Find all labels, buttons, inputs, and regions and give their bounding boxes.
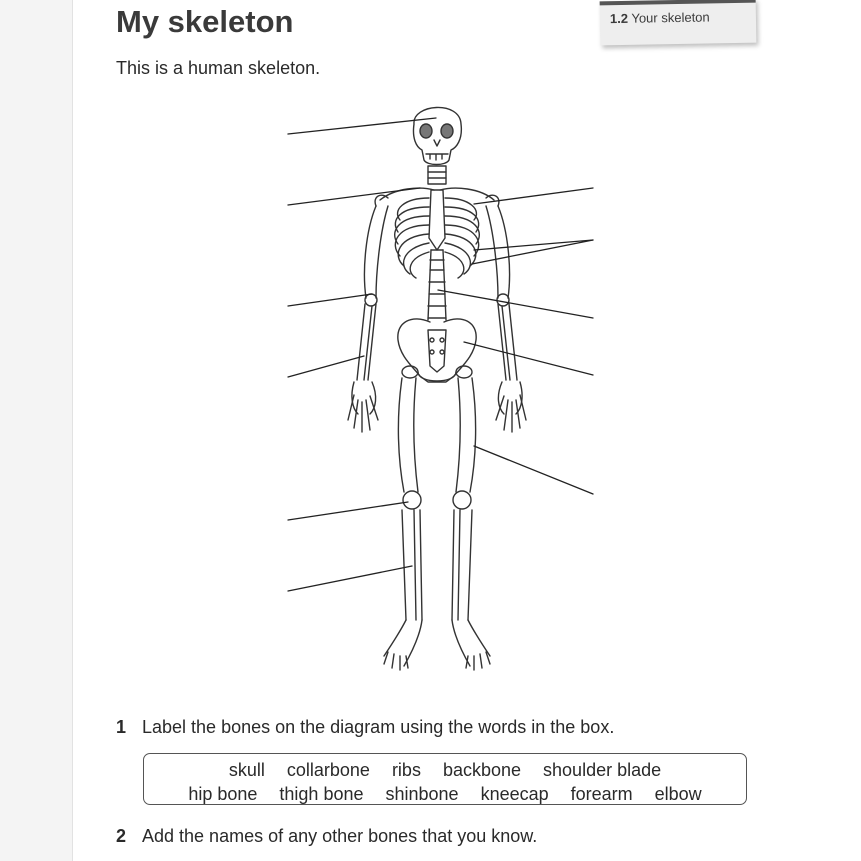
section-title: Your skeleton [631, 9, 710, 26]
word-backbone: backbone [442, 760, 522, 780]
question-2-text: Add the names of any other bones that you know. [142, 826, 538, 846]
word-elbow: elbow [654, 784, 702, 804]
question-1 [116, 717, 614, 738]
label-line-kneecap [288, 502, 408, 520]
label-line-ribs-lower [472, 240, 593, 264]
skeleton-figure [348, 107, 526, 670]
label-line-hip [464, 342, 593, 375]
word-skull: skull [228, 760, 265, 780]
word-box-row-1 [144, 760, 746, 781]
word-shinbone: shinbone [385, 784, 459, 804]
label-line-forearm [288, 356, 364, 377]
label-line-thigh [474, 446, 593, 494]
label-lines [288, 118, 593, 591]
word-forearm: forearm [570, 784, 633, 804]
label-line-collarbone [288, 188, 420, 205]
question-1-text: Label the bones on the diagram using the words in the box. [142, 717, 615, 737]
question-1-number: 1 [116, 717, 127, 737]
question-2 [116, 826, 537, 847]
word-collarbone: collarbone [286, 760, 370, 780]
word-kneecap: kneecap [480, 784, 549, 804]
section-number: 1.2 [609, 10, 629, 27]
word-box [143, 753, 747, 805]
word-thigh-bone: thigh bone [279, 784, 364, 804]
word-box-row-2 [144, 784, 746, 805]
intro-text: This is a human skeleton. [116, 58, 321, 78]
question-2-number: 2 [116, 826, 127, 846]
page-title: My skeleton [116, 4, 294, 39]
label-line-ribs-upper [474, 240, 593, 250]
label-line-shinbone [288, 566, 412, 591]
word-shoulder-blade: shoulder blade [543, 760, 662, 780]
label-line-elbow [288, 294, 372, 306]
label-line-backbone [438, 290, 593, 318]
label-line-shoulder [474, 188, 593, 204]
word-ribs: ribs [391, 760, 421, 780]
word-hip-bone: hip bone [188, 784, 258, 804]
